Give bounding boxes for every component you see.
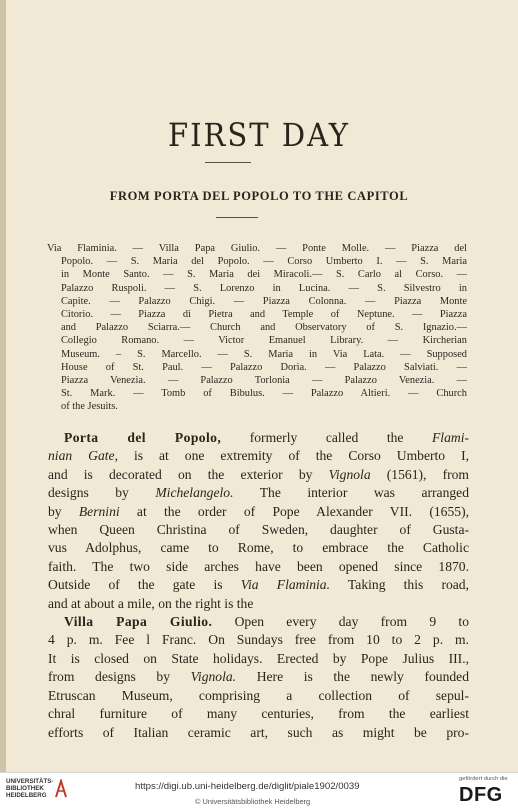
body-text xyxy=(48,429,469,742)
body-line: Villa Papa Giulio. Open every day from 9 to xyxy=(64,614,469,630)
summary-line: Collegio Romano. — Victor Emanuel Library. — Kircherian xyxy=(61,335,467,347)
summary-line: Piazza Venezia. — Palazzo Torlonia — Palazzo Venezia. — xyxy=(61,375,467,387)
body-line: efforts of Italian ceramic art, such as might be pro- xyxy=(48,724,469,740)
summary-line: of the Jesuits. xyxy=(61,401,118,413)
viewer-footer xyxy=(0,772,518,812)
body-line: by Bernini at the order of Pope Alexander VII. (1655), xyxy=(48,503,469,519)
body-line: chral furniture of many centuries, from the earliest xyxy=(48,706,469,722)
porta-del-popolo-heading: Porta del Popolo, xyxy=(64,430,222,445)
body-line: 4 p. m. Fee l Franc. On Sundays free from 10 to 2 p. m. xyxy=(48,632,469,648)
summary-line: Palazzo Ruspoli. — S. Lorenzo in Lucina. — S. Silvestro in xyxy=(61,282,467,294)
summary-line: Popolo. — S. Maria del Popolo. — Corso Umberto I. — S. Maria xyxy=(61,256,467,268)
body-line: designs by Michelangelo. The interior was arranged xyxy=(48,485,469,501)
body-line: from designs by Vignola. Here is the newly founded xyxy=(48,669,469,685)
summary-line: and Palazzo Sciarra.— Church and Observatory of S. Ignazio.— xyxy=(61,322,467,334)
villa-papa-giulio-heading: Villa Papa Giulio. xyxy=(64,614,213,630)
body-line: and at about a mile, on the right is the xyxy=(48,595,254,611)
subtitle-divider xyxy=(216,217,258,218)
body-line: when Queen Christina of Sweden, daughter of Gusta- xyxy=(48,522,469,538)
summary-line: Museum. – S. Marcello. — S. Maria in Via Lata. — Supposed xyxy=(61,348,467,360)
chapter-summary xyxy=(47,242,467,414)
funded-by-label: gefördert durch die xyxy=(459,776,508,782)
dfg-logo[interactable]: DFG xyxy=(459,784,503,806)
summary-line: Via Flaminia. — Villa Papa Giulio. — Ponte Molle. — Piazza del xyxy=(47,243,467,254)
page-title: FIRST DAY xyxy=(167,116,350,154)
body-line: faith. The two side arches have been opened since 1870. xyxy=(48,558,469,574)
library-logo[interactable]: UNIVERSITÄTS- BIBLIOTHEK HEIDELBERG xyxy=(6,778,54,799)
chapter-subtitle: FROM PORTA DEL POPOLO TO THE CAPITOL xyxy=(109,189,409,203)
title-divider xyxy=(205,162,251,163)
body-line: It is closed on State holidays. Erected by Pope Julius III., xyxy=(48,650,469,666)
body-line: vus Adolphus, came to Rome, to embrace the Catholic xyxy=(48,540,469,556)
summary-line: Citorio. — Piazza di Pietra and Temple of Neptune. — Piazza xyxy=(61,309,467,321)
summary-line: House of St. Paul. — Palazzo Doria. — Palazzo Salviati. — xyxy=(61,361,467,373)
library-emblem-icon xyxy=(54,779,68,799)
body-line: Outside of the gate is Via Flaminia. Taking this road, xyxy=(48,577,469,593)
body-line: nian Gate, is at one extremity of the Corso Umberto I, xyxy=(48,448,469,464)
body-line: Etruscan Museum, comprising a collection of sepul- xyxy=(48,687,469,703)
body-line: and is decorated on the exterior by Vignola (1561), from xyxy=(48,466,469,482)
summary-line: in Monte Santo. — S. Maria dei Miracoli.— S. Carlo al Corso. — xyxy=(61,269,467,281)
summary-line: St. Mark. — Tomb of Bibulus. — Palazzo Altieri. — Church xyxy=(61,388,467,400)
summary-line: Capite. — Palazzo Chigi. — Piazza Colonna. — Piazza Monte xyxy=(61,295,467,307)
copyright-notice: © Universitätsbibliothek Heidelberg xyxy=(195,797,311,806)
body-line: Porta del Popolo, formerly called the Flami- xyxy=(64,430,469,445)
permalink-url[interactable]: https://digi.ub.uni-heidelberg.de/diglit/piale1902/0039 xyxy=(135,781,360,792)
